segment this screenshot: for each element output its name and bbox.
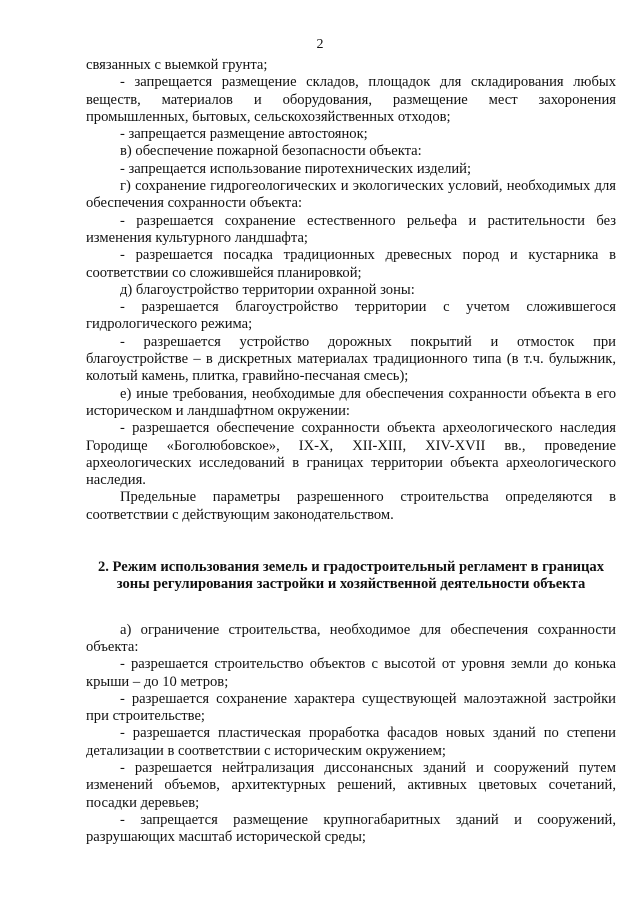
paragraph: д) благоустройство территории охранной зоны:: [120, 281, 415, 298]
paragraph: - разрешается обеспечение сохранности объекта археологического наследия Городище «Боголюбовское», IX-X, XII-XIII, XIV-XVII вв., проведение археологических исследований в границах территории объекта археологического наследия.: [86, 420, 616, 489]
paragraph: - запрещается размещение автостоянок;: [120, 126, 368, 143]
paragraph: - запрещается размещение крупногабаритных зданий и сооружений, разрушающих масштаб исторической среды;: [86, 811, 616, 846]
paragraph: - разрешается пластическая проработка фасадов новых зданий по степени детализации в соответствии с историческим окружением;: [86, 725, 616, 759]
section-heading: 2. Режим использования земель и градостроительный регламент в границах зоны регулирования застройки и хозяйственной деятельности объекта: [97, 559, 605, 593]
paragraph: - запрещается размещение складов, площадок для складирования любых веществ, материалов и оборудования, размещение мест захоронения промышленных, бытовых, сельскохозяйственных отходов;: [86, 74, 616, 125]
paragraph: а) ограничение строительства, необходимое для обеспечения сохранности объекта:: [86, 621, 616, 655]
document-body: [86, 57, 616, 846]
page-number: 2: [316, 37, 324, 52]
paragraph: г) сохранение гидрогеологических и экологических условий, необходимых для обеспечения сохранности объекта:: [86, 178, 616, 212]
paragraph: - разрешается устройство дорожных покрытий и отмосток при благоустройстве – в дискретных материалах традиционного типа (в т.ч. булыжник, колотый камень, плитка, гравийно-песчаная смесь);: [86, 333, 616, 385]
paragraph: - разрешается благоустройство территории с учетом сложившегося гидрологического режима;: [86, 299, 616, 333]
paragraph: - разрешается посадка традиционных древесных пород и кустарника в соответствии со сложившейся планировкой;: [86, 247, 616, 281]
paragraph: в) обеспечение пожарной безопасности объекта:: [120, 143, 422, 160]
paragraph: связанных с выемкой грунта;: [86, 57, 268, 73]
paragraph: - разрешается сохранение характера существующей малоэтажной застройки при строительстве;: [86, 690, 616, 725]
paragraph: - разрешается строительство объектов с высотой от уровня земли до конька крыши – до 10 метров;: [86, 656, 616, 690]
paragraph: Предельные параметры разрешенного строительства определяются в соответствии с действующим законодательством.: [86, 489, 616, 523]
paragraph: е) иные требования, необходимые для обеспечения сохранности объекта в его историческом и ландшафтном окружении:: [86, 385, 616, 419]
paragraph: - запрещается использование пиротехнических изделий;: [120, 160, 472, 177]
paragraph: - разрешается сохранение естественного рельефа и растительности без изменения культурного ландшафта;: [86, 212, 616, 246]
paragraph: - разрешается нейтрализация диссонансных зданий и сооружений путем изменений объемов, архитектурных решений, активных цветовых сочетаний, посадки деревьев;: [86, 759, 616, 811]
